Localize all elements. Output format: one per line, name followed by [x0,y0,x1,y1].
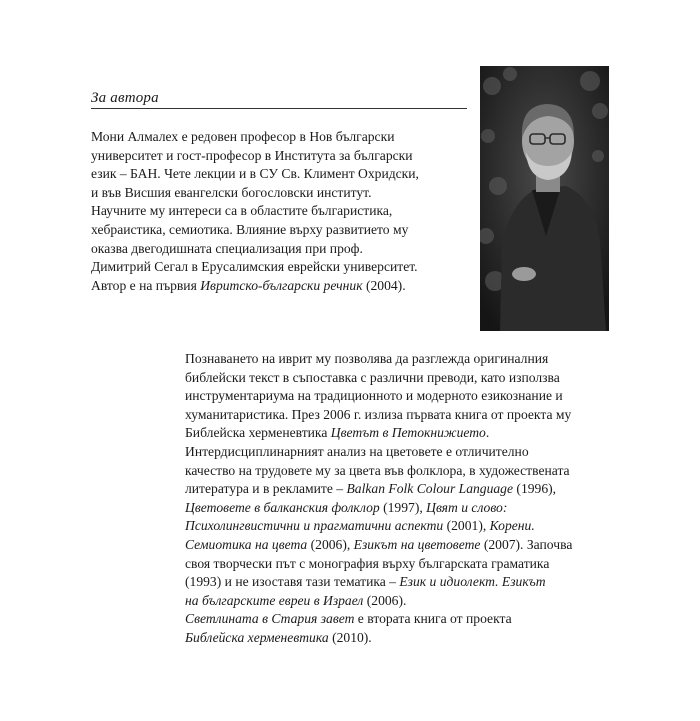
text-line [91,277,476,296]
author-photo [480,66,609,331]
italic-title: на българските евреи в Израел [185,592,364,608]
text-line [185,369,615,388]
text-run: Автор е на първия [91,277,201,293]
italic-title: Светлината в Стария завет [185,611,355,627]
text-line [91,258,476,277]
text-run: Познаването на иврит му позволява да разглежда оригиналния [185,351,549,366]
text-run: хуманитаристика. През 2006 г. излиза първата книга от проекта му [185,406,572,422]
text-line [185,517,615,536]
text-line [185,536,615,555]
text-line [91,165,476,184]
text-run: качество на трудовете му за цвета във фолклора, в художествената [185,462,570,478]
text-run: своя творчески път с монография върху българската граматика [185,555,550,571]
text-run: (1996), [513,481,557,497]
text-line [185,387,615,406]
text-line [91,128,476,147]
text-line [185,555,615,574]
text-run: (2010). [328,629,372,645]
text-line [185,592,615,611]
text-run: инструментариума на традиционното и модерното езикознание и [185,388,563,404]
text-line [185,350,615,369]
text-line [185,462,615,481]
italic-title: Цветовете в балканския фолклор [185,499,380,515]
italic-title: Езикът на цветовете [353,536,481,552]
text-line [91,202,476,221]
italic-title: Корени. [489,518,535,534]
heading-rule [91,108,467,109]
text-run: (2001), [443,518,490,534]
italic-title: Balkan Folk Colour Language [346,481,514,497]
text-run: Научните му интереси са в областите българистика, [91,203,393,219]
text-run: (2007). Започва [480,536,573,552]
italic-title: Ивритско-български речник [200,277,363,293]
text-run: (2006). [363,592,407,608]
section-heading: За автора [91,90,159,106]
italic-title: Цвят и слово: [426,499,508,515]
text-line [185,406,615,425]
text-line [91,184,476,203]
text-run: език – БАН. Чете лекции и в СУ Св. Климент Охридски, [91,166,419,182]
text-run: университет и гост-професор в Института за български [91,147,413,163]
italic-title: Цветът в Петокнижието [330,425,486,441]
text-run: Библейска херменевтика [185,425,331,441]
italic-title: Библейска херменевтика [185,629,329,645]
text-line [185,443,615,462]
text-line [185,610,615,629]
text-run: (1993) и не изоставя тази тематика – [185,574,400,590]
text-run: (1997), [379,499,427,515]
text-run: библейски текст в съпоставка с различни преводи, като използва [185,369,560,385]
text-line [185,480,615,499]
text-run: Интердисциплинарният анализ на цветовете е отличително [185,443,529,459]
text-run: (2006), [307,536,354,552]
bio-intro-paragraph [91,128,476,295]
text-line [91,147,476,166]
text-line [185,499,615,518]
text-run: . [485,425,490,441]
italic-title: Психолингвистични и прагматични аспекти [185,518,444,534]
text-run: и във Висшия евангелски богословски институт. [91,184,372,200]
italic-title: Език и идиолект. Езикът [399,574,546,590]
text-run: Димитрий Сегал в Ерусалимския еврейски университет. [91,259,418,275]
bio-works-paragraph [185,350,615,648]
text-run: Мони Алмалех е редовен професор в Нов български [91,129,395,144]
text-line [91,221,476,240]
text-run: оказва двегодишната специализация при проф. [91,240,363,256]
italic-title: Семиотика на цвета [185,536,308,552]
text-run: (2004). [362,277,406,293]
text-run: е втората книга от проекта [354,611,512,627]
text-line [185,629,615,648]
text-run: хебраистика, семиотика. Влияние върху развитието му [91,221,409,237]
text-run: литература и в рекламите – [185,481,347,497]
text-line [185,424,615,443]
text-line [91,240,476,259]
text-line [185,573,615,592]
